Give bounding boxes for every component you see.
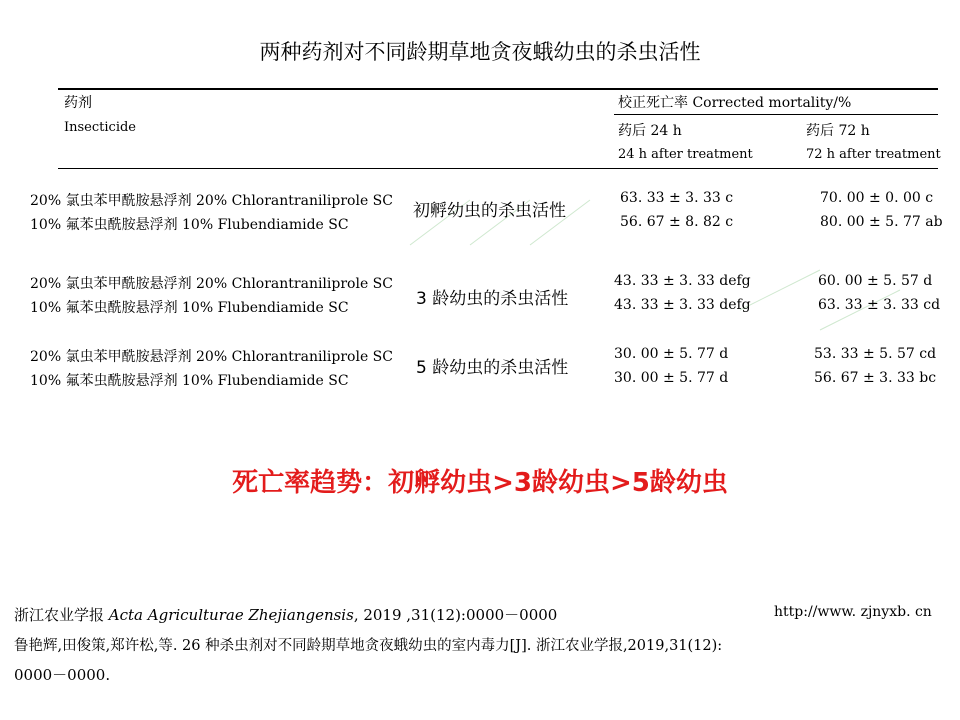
table-row [30, 370, 349, 390]
mortality-72h: 60. 00 ± 5. 57 d [818, 273, 933, 289]
journal-issue: , 2019 ,31(12):0000－0000 [353, 606, 558, 624]
mortality-24h: 56. 67 ± 8. 82 c [620, 214, 734, 230]
header-insecticide-en: Insecticide [64, 120, 136, 135]
table-row [30, 273, 393, 293]
insecticide-name: 20% 氯虫苯甲酰胺悬浮剂 20% Chlorantraniliprole SC [30, 193, 393, 209]
table-row [30, 297, 349, 317]
mortality-72h: 53. 33 ± 5. 57 cd [814, 346, 937, 362]
header-mortality-rule [614, 114, 938, 115]
journal-url: http://www. zjnyxb. cn [774, 604, 932, 620]
header-24h-en: 24 h after treatment [618, 147, 753, 162]
group-label: 初孵幼虫的杀虫活性 [413, 201, 566, 221]
table-row [30, 346, 393, 366]
mortality-72h: 80. 00 ± 5. 77 ab [820, 214, 943, 230]
table-row [30, 214, 349, 234]
header-mortality: 校正死亡率 Corrected mortality/% [618, 95, 852, 111]
citation-line-2: 0000－0000. [14, 666, 111, 684]
header-insecticide-cn: 药剂 [64, 95, 92, 111]
journal-name-en: Acta Agriculturae Zhejiangensis [108, 606, 354, 624]
mortality-trend-statement: 死亡率趋势：初孵幼虫>3龄幼虫>5龄幼虫 [232, 468, 728, 498]
mortality-72h: 70. 00 ± 0. 00 c [820, 190, 934, 206]
insecticide-name: 10% 氟苯虫酰胺悬浮剂 10% Flubendiamide SC [30, 300, 349, 316]
group-label: 5 龄幼虫的杀虫活性 [416, 358, 569, 378]
mortality-24h: 30. 00 ± 5. 77 d [614, 370, 729, 386]
mortality-24h: 43. 33 ± 3. 33 defg [614, 273, 751, 289]
mortality-72h: 56. 67 ± 3. 33 bc [814, 370, 937, 386]
header-24h-cn: 药后 24 h [618, 123, 682, 139]
header-72h-cn: 药后 72 h [806, 123, 870, 139]
header-bottom-rule [58, 168, 938, 169]
page-title: 两种药剂对不同龄期草地贪夜蛾幼虫的杀虫活性 [259, 40, 701, 64]
table-top-rule [58, 88, 938, 90]
citation-line-1: 鲁艳辉,田俊策,郑许松,等. 26 种杀虫剂对不同龄期草地贪夜蛾幼虫的室内毒力[J]. 浙江农业学报,2019,31(12): [14, 638, 723, 654]
journal-line [14, 604, 557, 625]
insecticide-name: 10% 氟苯虫酰胺悬浮剂 10% Flubendiamide SC [30, 373, 349, 389]
table-row [30, 190, 393, 210]
insecticide-name: 20% 氯虫苯甲酰胺悬浮剂 20% Chlorantraniliprole SC [30, 276, 393, 292]
insecticide-name: 20% 氯虫苯甲酰胺悬浮剂 20% Chlorantraniliprole SC [30, 349, 393, 365]
mortality-72h: 63. 33 ± 3. 33 cd [818, 297, 941, 313]
journal-name-cn: 浙江农业学报 [14, 606, 109, 624]
mortality-24h: 63. 33 ± 3. 33 c [620, 190, 734, 206]
header-72h-en: 72 h after treatment [806, 147, 941, 162]
mortality-24h: 43. 33 ± 3. 33 defg [614, 297, 751, 313]
insecticide-name: 10% 氟苯虫酰胺悬浮剂 10% Flubendiamide SC [30, 217, 349, 233]
group-label: 3 龄幼虫的杀虫活性 [416, 289, 569, 309]
mortality-24h: 30. 00 ± 5. 77 d [614, 346, 729, 362]
